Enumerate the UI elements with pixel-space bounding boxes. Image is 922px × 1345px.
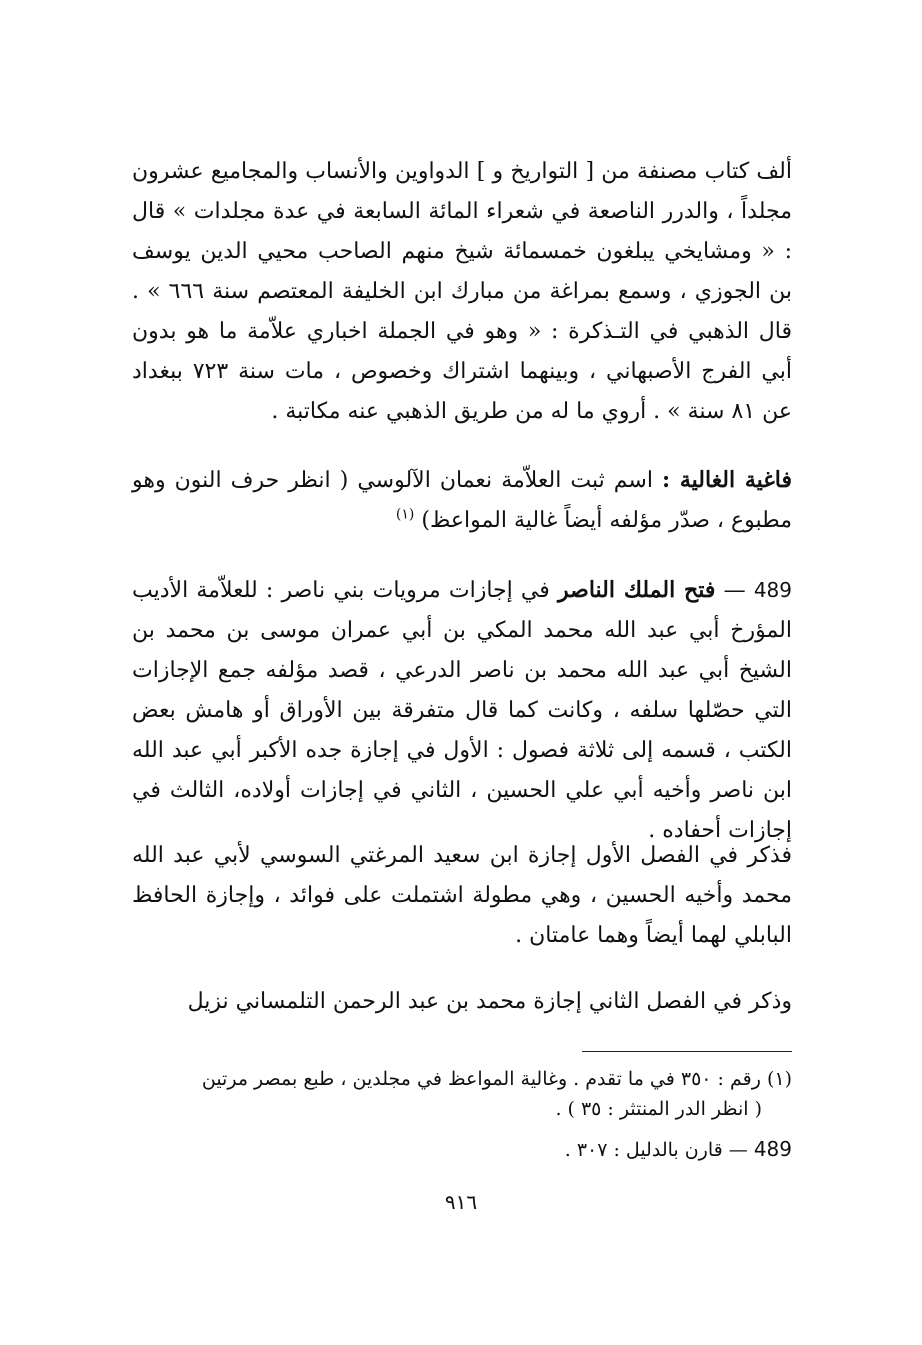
footnote-1-line-1: (١) رقم : ٣٥٠ في ما تقدم . وغالية المواعظ في مجلدين ، طبع بمصر مرتين [201, 1068, 792, 1090]
paragraph-text: وذكر في الفصل الثاني إجازة محمد بن عبد الرحمن التلمساني نزيل [187, 989, 792, 1014]
entry-number: 489 [753, 578, 793, 602]
footnote-2 [132, 1134, 792, 1165]
entry-text: اسم ثبت العلاّمة نعمان الآلوسي ( انظر حرف النون وهو مطبوع ، صدّر مؤلفه أيضاً غالية المواعظ) [132, 468, 792, 533]
paragraph-first-chapter [132, 836, 792, 956]
paragraph-text: فذكر في الفصل الأول إجازة ابن سعيد المرغتي السوسي لأبي عبد الله محمد وأخيه الحسين ، وهي مطولة اشتملت على فوائد ، وإجازة الحافظ البابلي لهما أيضاً وهما عامتان . [132, 843, 792, 948]
footnote-reference: (١) [395, 506, 415, 523]
footnote-divider [582, 1051, 792, 1052]
footnote-2-number: 489 [753, 1137, 792, 1161]
entry-title: فاغية الغالية : [662, 467, 792, 493]
paragraph-text: ألف كتاب مصنفة من [ التواريخ و ] الدواوين والأنساب والمجاميع عشرون مجلداً ، والدرر الناصعة في شعراء المائة السابعة في عدة مجلدات » قال : « ومشايخي يبلغون خمسمائة شيخ منهم الصاحب محيي الدين يوسف بن الجوزي ، وسمع بمراغة من مبارك ابن الخليفة المعتصم سنة ٦٦٦ » . قال الذهبي في التـذكرة : « وهو في الجملة اخباري علاّمة ما هو بدون أبي الفرج الأصبهاني ، وبينهما اشتراك وخصوص ، مات سنة ٧٢٣ ببغداد عن ٨١ سنة » . أروي ما له من طريق الذهبي عنه مكاتبة . [132, 159, 792, 424]
footnotes [132, 1064, 792, 1165]
entry-text: في إجازات مرويات بني ناصر : للعلاّمة الأديب المؤرخ أبي عبد الله محمد المكي بن أبي عمران موسى بن محمد بن الشيخ أبي عبد الله محمد بن ناصر الدرعي ، قصد مؤلفه جمع الإجازات التي حصّلها سلفه ، وكانت كما قال متفرقة بين الأوراق أو هامش بعض الكتب ، قسمه إلى ثلاثة فصول : الأول في إجازة جده الأكبر أبي عبد الله ابن ناصر وأخيه أبي علي الحسين ، الثاني في إجازات أولاده، الثالث في إجازات أحفاده . [132, 578, 792, 843]
paragraph-entry-489 [132, 570, 792, 851]
entry-dash: — [723, 578, 746, 603]
page-number: ٩١٦ [444, 1190, 478, 1214]
paragraph-second-chapter [132, 982, 792, 1022]
entry-title: فتح الملك الناصر [558, 577, 716, 603]
footnote-2-text: — قارن بالدليل : ٣٠٧ . [564, 1139, 748, 1161]
paragraph-entry-faghiya [132, 460, 792, 541]
paragraph-biography-continuation [132, 152, 792, 432]
footnote-1-line-2: ( انظر الدر المنتثر : ٣٥ ) . [555, 1098, 762, 1120]
